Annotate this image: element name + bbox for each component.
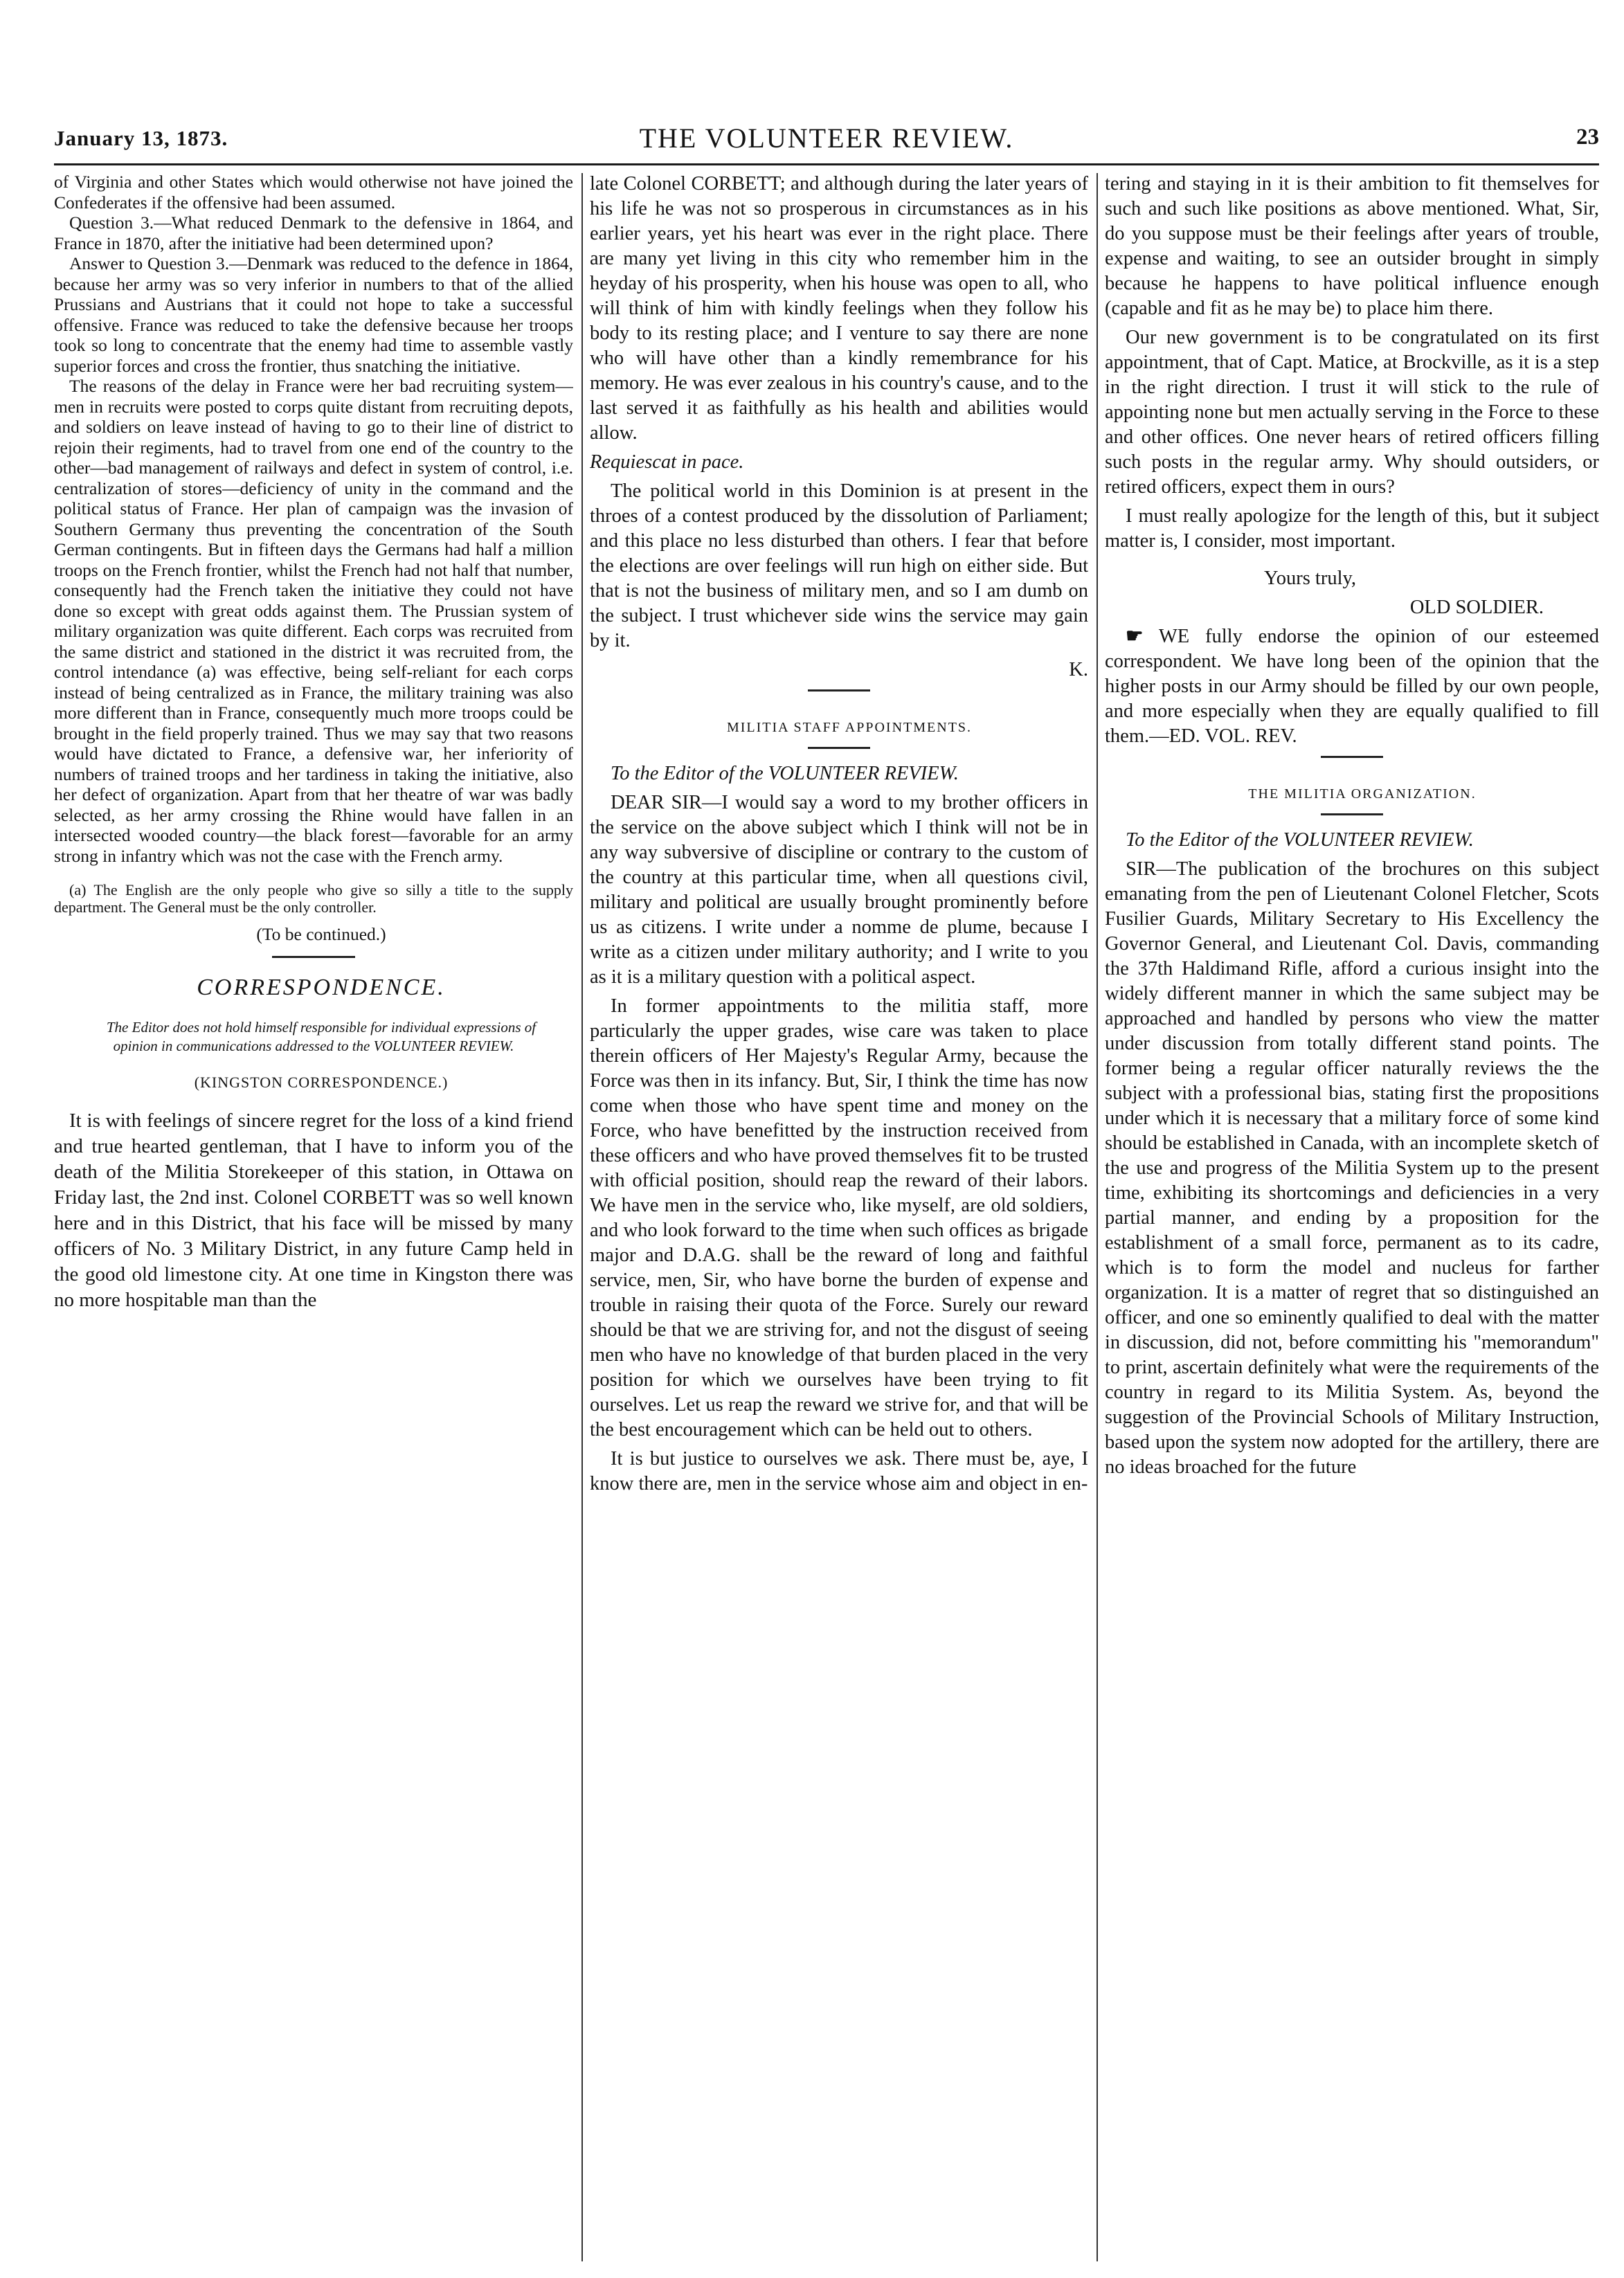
editor-disclaimer: The Editor does not hold himself responsible for individual expressions of opinion in communications addressed to the VOLUNTEER REVIEW.	[106, 1019, 536, 1054]
article-heading: MILITIA STAFF APPOINTMENTS.	[726, 720, 973, 735]
footnote: (a) The English are the only people who give so silly a title to the supply department. The General must be the only controller.	[54, 881, 573, 916]
column-2	[590, 172, 1088, 2264]
letter-paragraph: DEAR SIR—I would say a word to my brother officers in the service on the above subject which I think will not be in any way subversive of discipline or contrary to the custom of the country at this particular time, when all questions civil, military and political are usually brought prominently before us as citizens. I write under a nomme de plume, because I write as a citizen under military authority; and I write to you as it is a military question with a political aspect.	[590, 792, 1088, 988]
running-header	[54, 116, 1599, 158]
article-paragraph: of Virginia and other States which would otherwise not have joined the Confederates if the offensive had been assumed.	[54, 172, 573, 213]
letter-signature: K.	[1069, 659, 1088, 680]
column-divider	[581, 173, 583, 2261]
letter-paragraph: Our new government is to be congratulated on its first appointment, that of Capt. Matice, at Brockville, as it is a step in the right direction. I trust it will stick to the rule of appointing none but men actually serving in the Force to these and other offices. One never hears of retired officers filling such posts in the regular army. Why should outsiders, or retired officers, expect them in ours?	[1105, 327, 1599, 498]
column-divider	[1097, 173, 1098, 2261]
letter-salutation: To the Editor of the VOLUNTEER REVIEW.	[611, 763, 959, 784]
letter-paragraph: late Colonel CORBETT; and although during the later years of his life he was not so prosperous in circumstances as in his earlier years, yet his heart was ever in the right place. There are many yet living in this city who remember him in the heyday of his prosperity, when his house was open to all, who will think of him with kindly feelings when they follow his body to its resting place; and I venture to say there are none who will have other than a kindly remembrance for his memory. He was ever zealous in his country's cause, and to the last served it as faithfully as his health and abilities would allow.	[590, 173, 1088, 444]
editor-note-text: WE fully endorse the opinion of our esteemed correspondent. We have long been of the opinion that the higher posts in our Army should be filled by our own people, and more especially when they are equally qualified to fill them.—ED. VOL. REV.	[1105, 626, 1599, 747]
section-divider	[1321, 756, 1383, 758]
answer-3: Answer to Question 3.—Denmark was reduced to the defence in 1864, because her army was so very inferior in numbers to that of the allied Prussians and Austrians that it could not hope to take a successful offensive. France was reduced to take the defensive because her troops took so long to concentrate that the enemy had time to assemble vastly superior forces and cross the frontier, thus snatching the initiative.	[54, 253, 573, 376]
letter-paragraph: I must really apologize for the length of this, but it subject matter is, I consider, most important.	[1105, 505, 1599, 552]
pointing-hand-icon: ☛	[1126, 626, 1144, 647]
column-3	[1105, 172, 1599, 2264]
letter-paragraph: In former appointments to the militia staff, more particularly the upper grades, wise care was taken to place therein officers of Her Majesty's Regular Army, because the Force was then in its infancy. But, Sir, I think the time has now come when those who have spent time and money on the Force, who have benefitted by the instruction received from these officers and who have proved themselves fit to be trusted with official position, should reap the reward of their labors. We have men in the service who, like myself, are old soldiers, and who look forward to the time when such offices as brigade major and D.A.G. shall be the reward of long and faithful service, men, Sir, who have borne the burden of expense and trouble in raising their quota of the Force. Surely our reward should be that we are striving for, and not the disgust of seeing men who have no knowledge of that burden placed in the very position for which we ourselves have been trying to fit ourselves. Let us reap the reward we strive for, and that will be the best encouragement which can be held out to others.	[590, 995, 1088, 1440]
question-3: Question 3.—What reduced Denmark to the defensive in 1864, and France in 1870, after the initiative had been determined upon?	[54, 213, 573, 253]
section-divider	[808, 689, 870, 691]
editor-note	[1105, 624, 1599, 749]
publication-title: THE VOLUNTEER REVIEW.	[639, 123, 1014, 154]
section-divider	[272, 956, 355, 958]
header-rule	[54, 163, 1599, 165]
letter-salutation: To the Editor of the VOLUNTEER REVIEW.	[1126, 829, 1474, 851]
letter-paragraph: It is with feelings of sincere regret for the loss of a kind friend and true hearted gentleman, that I have to inform you of the death of the Militia Storekeeper of this station, in Ottawa on Friday last, the 2nd inst. Colonel CORBETT was so well known here and in this District, that his face will be missed by many officers of No. 3 Military District, in any future Camp held in the good old limestone city. At one time in Kingston there was no more hospitable man than the	[54, 1109, 573, 1311]
requiescat-line: Requiescat in pace.	[590, 451, 744, 473]
section-divider	[808, 747, 870, 749]
section-divider	[1321, 813, 1383, 815]
article-heading: THE MILITIA ORGANIZATION.	[1248, 786, 1477, 802]
letter-paragraph: SIR—The publication of the brochures on this subject emanating from the pen of Lieutenant Colonel Fletcher, Scots Fusilier Guards, Military Secretary to His Excellency the Governor General, and Lieutenant Col. Davis, commanding the 37th Haldimand Rifle, afford a curious insight into the widely different manner in which the same subject may be approached and handled by persons who view the matter under discussion from totally different stand points. The former being a regular officer naturally reviews the the subject with a professional bias, stating first the propositions under which it is necessary that a military force of some kind should be established in Canada, with an incomplete sketch of the use and progress of the Militia System up to the present time, exhibiting its shortcomings and deficiencies in a very partial manner, and ending by a proposition for the establishment of a small force, permanent as to its cadre, which is to form the model and nucleus for farther organization. It is a matter of regret that so distinguished an officer, and one so eminently qualified to deal with the matter in discussion, did not, before committing his "memorandum" to print, ascertain definitely what were the requirements of the country in regard to its Militia System. As, beyond the suggestion of the Provincial Schools of Military Instruction, based upon the system now adopted for the artillery, there are no ideas broached for the future	[1105, 858, 1599, 1478]
letter-signature: OLD SOLDIER.	[1409, 597, 1544, 618]
issue-date: January 13, 1873.	[54, 126, 228, 150]
column-1	[54, 172, 573, 2264]
letter-paragraph: The political world in this Dominion is at present in the throes of a contest produced by the dissolution of Parliament; and this place no less disturbed than others. I fear that before the elections are over feelings will run high on either side. But that is not the business of military men, and so I am dumb on the subject. I trust whichever side wins the service may gain by it.	[590, 480, 1088, 651]
page-number: 23	[1576, 125, 1599, 150]
article-paragraph: The reasons of the delay in France were her bad recruiting system—men in recruits were posted to corps quite distant from recruiting depots, and soldiers on leave instead of having to go to their line of district to rejoin their regiments, had to travel from one end of the country to the other—bad management of railways and defect in system of control, i.e. centralization of stores—deficiency of unity in the command and the political status of France. Her plan of campaign was the invasion of Southern Germany thus preventing the concentration of the South German contingents. But in fifteen days the Germans had half a million troops on the French frontier, whilst the French had not half that number, consequently had the French taken the initiative they could not have done so except with great odds against them. The Prussian system of military organization was quite different. Each corps was recruited from the same district and stationed in the district it was recruited from, the control intendance (a) was effective, being self-reliant for each corps instead of being centralized as in France, the military training was also more different than in France, consequently much more troops could be brought in the field properly trained. Thus we may say that two reasons would have dictated to France, a defensive war, her inferiority of numbers of trained troops and her tardiness in taking the initiative, also her defect of organization. Apart from that her theatre of war was badly selected, as her army crossing the Rhine would have fallen in an intersected wooded country—the black forest—favorable for an army strong in infantry which was not the case with the French army.	[54, 376, 573, 866]
letter-paragraph: tering and staying in it is their ambition to fit themselves for such and such like positions as above mentioned. What, Sir, do you suppose must be their feelings after years of trouble, expense and waiting, to see an outsider brought in simply because he happens to have political influence enough (capable and fit as he may be) to place him there.	[1105, 173, 1599, 319]
letter-closing: Yours truly,	[1264, 568, 1357, 589]
letter-paragraph: It is but justice to ourselves we ask. There must be, aye, I know there are, men in the service whose aim and object in en-	[590, 1448, 1088, 1494]
section-title: CORRESPONDENCE.	[197, 974, 446, 1000]
letter-subheading: (KINGSTON CORRESPONDENCE.)	[194, 1074, 449, 1091]
continued-note: (To be continued.)	[256, 924, 386, 944]
